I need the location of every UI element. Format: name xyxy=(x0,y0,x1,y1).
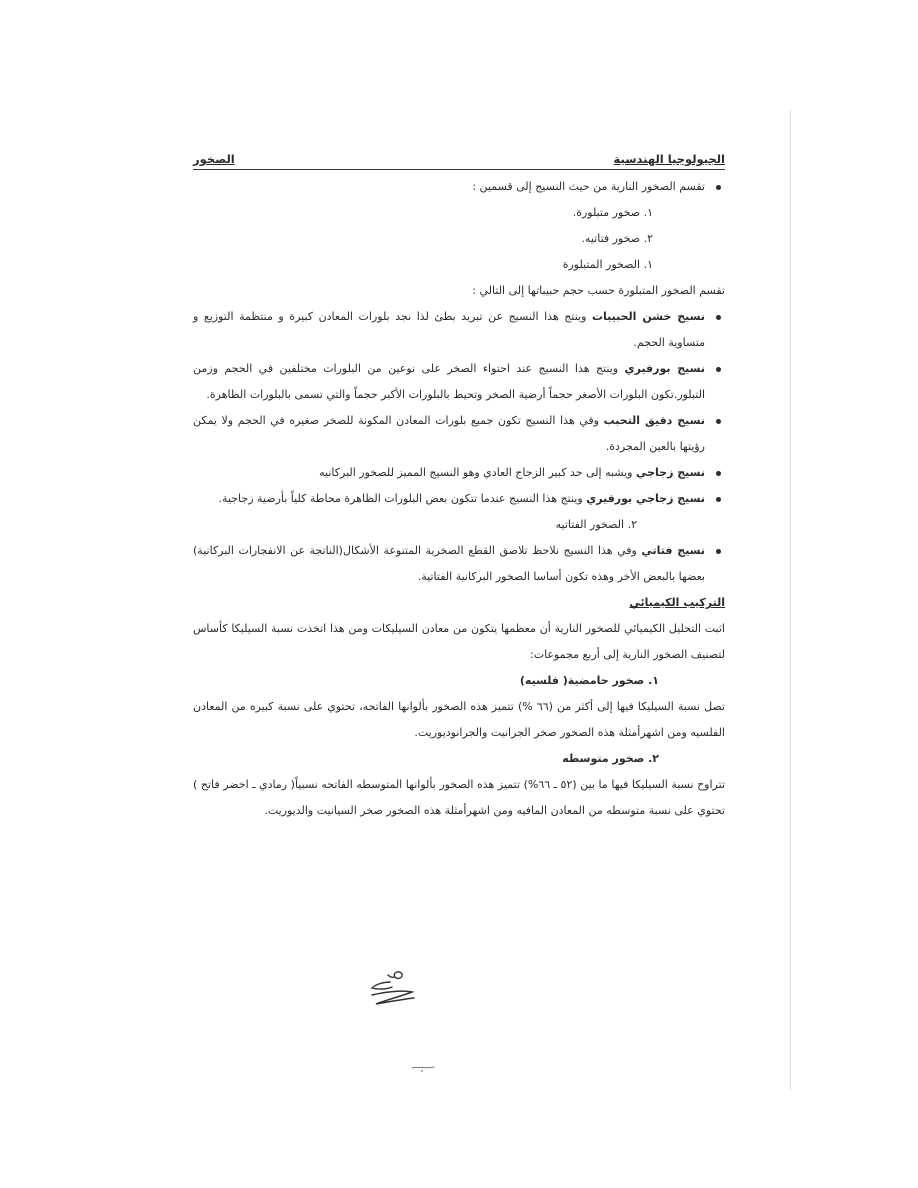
bullet-icon xyxy=(716,315,721,320)
crystalline-intro: تقسم الصخور المتبلورة حسب حجم حبيباتها إلى التالي : xyxy=(472,284,725,297)
page-edge-line xyxy=(790,110,791,1090)
chemical-composition-heading: التركيب الكيميائي xyxy=(629,596,725,609)
clastic-texture-item: نسيج فتاتي وفي هذا النسيج نلاحظ تلاصق القطع الصخرية المتنوعة الأشكال(الناتجة عن الانفجارات البركانية) بعضها بالبعض الأخر وهذه تكون أساسا الصخور البركانية الفتاتية. xyxy=(193,538,725,590)
bullet-icon xyxy=(716,185,721,190)
intermediate-rocks-heading: ٢. صخور متوسطه xyxy=(562,752,659,765)
handwritten-page-number xyxy=(362,968,426,1014)
bullet-icon xyxy=(716,471,721,476)
bullet-icon xyxy=(716,549,721,554)
texture-item: نسيج بورفيري وينتج هذا النسيج عند احتواء الصخر على نوعين من البلورات مختلفين في الحجم وزمن التبلور.تكون البلورات الأصغر حجماً أرضية الصخر وتحيط بالبلورات الأكبر حجماً والتي تسمى بالبلورات الظاهرة. xyxy=(193,356,725,408)
intro-bullet: تقسم الصخور النارية من حيث النسيج إلى قسمين : xyxy=(193,174,725,200)
document-body xyxy=(193,150,725,824)
scan-artifact xyxy=(408,1062,438,1074)
chemical-intro-paragraph: اثبت التحليل الكيميائي للصخور النارية أن معظمها يتكون من معادن السيليكات ومن هذا اتخذت نسبة السيليكا كأساس لتصنيف الصخور النارية إلى أربع مجموعات: xyxy=(193,622,725,661)
subheading-crystalline: ١. الصخور المتبلورة xyxy=(562,258,653,271)
acid-rocks-heading: ١. صخور حامضية( فلسيه) xyxy=(519,674,659,687)
intermediate-rocks-paragraph: تتراوح نسبة السيليكا فيها ما بين (٥٢ ـ ٦٦%) تتميز هذه الصخور بألوانها المتوسطه الفاتحه نسبياً( رمادي ـ اخضر فاتح ) تحتوي على نسبة متوسطه من المعادن المافيه ومن اشهرأمثلة هذه الصخور صخر السيانيت والديوريت. xyxy=(193,778,725,817)
texture-item: نسيج دقيق التحبب وفي هذا النسيج تكون جميع بلورات المعادن المكونة للصخر صغيره في الحجم ولا يمكن رؤيتها بالعين المجردة. xyxy=(193,408,725,460)
texture-item: نسيج زجاجي ويشبه إلى حد كبير الزجاج العادي وهو النسيج المميز للصخور البركانيه xyxy=(193,460,725,486)
texture-item: نسيج خشن الحبيبات وينتج هذا النسيج عن تبريد بطئ لذا نجد بلورات المعادن كبيرة و منتظمة التوزيع و متساوية الحجم. xyxy=(193,304,725,356)
header-title-right: الجيولوجيا الهندسية xyxy=(613,152,725,166)
subheading-clastic: ٢. الصخور الفتاتيه xyxy=(555,518,637,531)
types-list-item: ٢. صخور فتاتيه. xyxy=(581,232,653,245)
bullet-icon xyxy=(716,367,721,372)
acid-rocks-paragraph: تصل نسبة السيليكا فيها إلى أكثر من (٦٦ %) تتميز هذه الصخور بألوانها الفاتحه، تحتوي على نسبة كبيره من المعادن الفلسيه ومن اشهرأمثلة هذه الصخور صخر الجرانيت والجرانوديوريت. xyxy=(193,700,725,739)
types-list-item: ١. صخور متبلورة. xyxy=(572,206,653,219)
page-header xyxy=(193,150,725,170)
bullet-icon xyxy=(716,497,721,502)
texture-item: نسيج زجاجي بورفيري وينتج هذا النسيج عندما تتكون بعض البلورات الظاهرة محاطة كلياً بأرضية زجاجية. xyxy=(193,486,725,512)
bullet-icon xyxy=(716,419,721,424)
header-title-left: الصخور xyxy=(193,152,235,166)
